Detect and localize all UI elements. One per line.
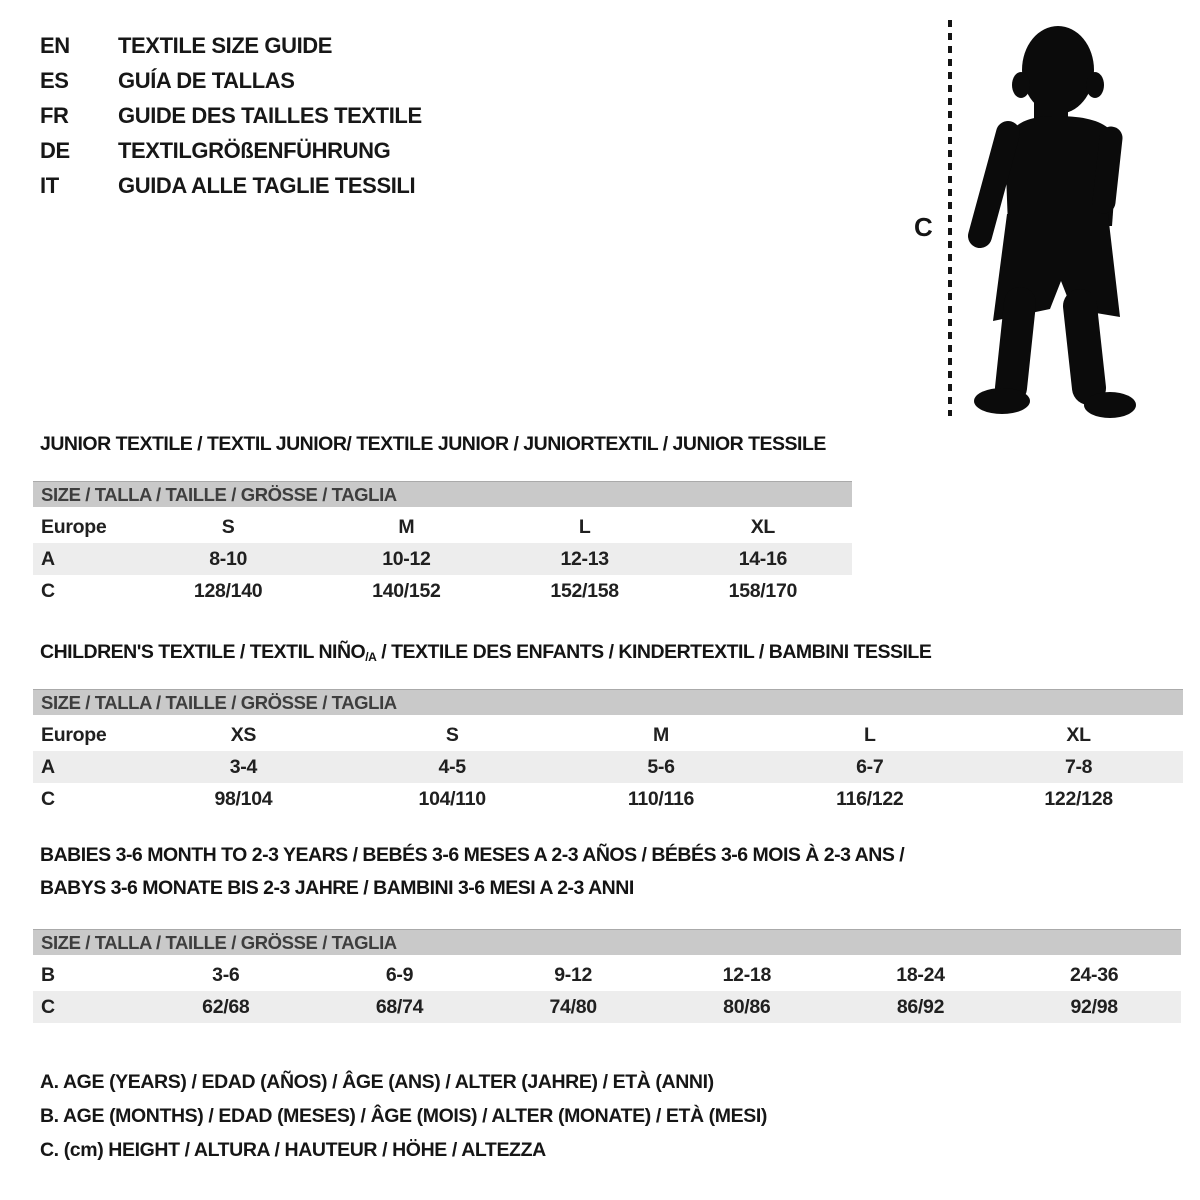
height-cell: 122/128 [1044, 787, 1113, 810]
height-cell: 158/170 [728, 579, 798, 602]
size-cell: XL [1066, 723, 1091, 746]
age-cell: 24-36 [1069, 963, 1119, 986]
height-cell: 152/158 [550, 579, 619, 602]
size-cell: M [398, 515, 415, 538]
row-label: A [41, 547, 55, 570]
junior-size-header-bar: SIZE / TALLA / TAILLE / GRÖSSE / TAGLIA [33, 481, 852, 507]
height-measure-dashed-line [948, 20, 952, 416]
table-row-europe [33, 719, 1183, 751]
height-cell: 92/98 [1070, 995, 1118, 1018]
legend-age-years: A. AGE (YEARS) / EDAD (AÑOS) / ÂGE (ANS) / ALTER (JAHRE) / ETÀ (ANNI) [40, 1070, 714, 1093]
children-section-title [40, 641, 931, 664]
language-code: ES [40, 67, 69, 93]
language-code: DE [40, 137, 70, 163]
size-cell: M [653, 723, 669, 746]
guide-title-it: GUIDA ALLE TAGLIE TESSILI [118, 172, 416, 198]
language-row-es [40, 63, 422, 98]
guide-title-es: GUÍA DE TALLAS [118, 67, 295, 93]
height-cell: 116/122 [836, 787, 904, 810]
age-cell: 5-6 [647, 755, 675, 778]
babies-size-table [33, 929, 1181, 1023]
age-cell: 14-16 [738, 547, 788, 570]
language-title-list [40, 28, 422, 203]
row-label: C [41, 787, 55, 810]
height-cell: 80/86 [723, 995, 771, 1018]
size-cell: L [578, 515, 591, 538]
measurement-legend [40, 1065, 767, 1167]
height-cell: 110/116 [627, 787, 695, 810]
height-cell: 62/68 [202, 995, 250, 1018]
table-row-age-years [33, 751, 1183, 783]
height-cell: 128/140 [193, 579, 263, 602]
toddler-silhouette-icon [968, 18, 1140, 422]
age-cell: 18-24 [896, 963, 945, 986]
language-code: EN [40, 32, 70, 58]
age-cell: 3-6 [212, 963, 240, 986]
age-cell: 12-18 [722, 963, 772, 986]
babies-section-title-line1: BABIES 3-6 MONTH TO 2-3 YEARS / BEBÉS 3-6 MESES A 2-3 AÑOS / BÉBÉS 3-6 MOIS À 2-3 ANS / [40, 844, 905, 866]
table-row-height-cm [33, 575, 852, 607]
language-row-it [40, 168, 422, 203]
junior-section-title: JUNIOR TEXTILE / TEXTIL JUNIOR/ TEXTILE JUNIOR / JUNIORTEXTIL / JUNIOR TESSILE [40, 433, 826, 455]
age-cell: 9-12 [554, 963, 593, 986]
babies-size-header-bar: SIZE / TALLA / TAILLE / GRÖSSE / TAGLIA [33, 929, 1181, 955]
row-label: C [41, 579, 55, 602]
guide-title-en: TEXTILE SIZE GUIDE [118, 32, 333, 58]
height-cell: 68/74 [375, 995, 424, 1018]
age-cell: 12-13 [560, 547, 609, 570]
height-measure-label: C [914, 212, 933, 242]
age-cell: 10-12 [382, 547, 431, 570]
age-cell: 8-10 [209, 547, 248, 570]
height-cell: 86/92 [896, 995, 945, 1018]
guide-title-de: TEXTILGRÖßENFÜHRUNG [118, 137, 391, 163]
language-code: IT [40, 172, 59, 198]
age-cell: 6-9 [385, 963, 414, 986]
height-cell: 140/152 [372, 579, 441, 602]
row-label: C [41, 995, 55, 1018]
language-code: FR [40, 102, 69, 128]
size-cell: S [445, 723, 459, 746]
height-cell: 74/80 [549, 995, 597, 1018]
legend-height-cm: C. (cm) HEIGHT / ALTURA / HAUTEUR / HÖHE / ALTEZZA [40, 1138, 546, 1161]
children-title-sub: /A [365, 650, 377, 665]
age-cell: 6-7 [856, 755, 884, 778]
height-cell: 98/104 [214, 787, 273, 810]
babies-section-title-line2: BABYS 3-6 MONATE BIS 2-3 JAHRE / BAMBINI 3-6 MESI A 2-3 ANNI [40, 877, 634, 899]
language-row-fr [40, 98, 422, 133]
table-row-age-years [33, 543, 852, 575]
language-row-en [40, 28, 422, 63]
table-row-height-cm [33, 991, 1181, 1023]
guide-title-fr: GUIDE DES TAILLES TEXTILE [118, 102, 422, 128]
children-title-main: CHILDREN'S TEXTILE / TEXTIL NIÑO [40, 641, 366, 663]
age-cell: 3-4 [229, 755, 258, 778]
language-row-de [40, 133, 422, 168]
legend-age-months: B. AGE (MONTHS) / EDAD (MESES) / ÂGE (MOIS) / ALTER (MONATE) / ETÀ (MESI) [40, 1104, 767, 1127]
row-label: B [41, 963, 55, 986]
table-row-europe [33, 511, 852, 543]
children-size-table [33, 689, 1183, 815]
age-cell: 4-5 [438, 755, 466, 778]
table-row-age-months [33, 959, 1181, 991]
row-label: A [41, 755, 55, 778]
size-cell: XL [750, 515, 776, 538]
children-title-rest: / TEXTILE DES ENFANTS / KINDERTEXTIL / BAMBINI TESSILE [376, 641, 932, 663]
size-cell: XS [230, 723, 257, 746]
children-size-header-bar: SIZE / TALLA / TAILLE / GRÖSSE / TAGLIA [33, 689, 1183, 715]
row-label: Europe [41, 723, 107, 746]
row-label: Europe [41, 515, 107, 538]
age-cell: 7-8 [1064, 755, 1093, 778]
table-row-height-cm [33, 783, 1183, 815]
junior-size-table [33, 481, 852, 607]
height-cell: 104/110 [418, 787, 486, 810]
size-cell: S [221, 515, 235, 538]
size-cell: L [863, 723, 876, 746]
